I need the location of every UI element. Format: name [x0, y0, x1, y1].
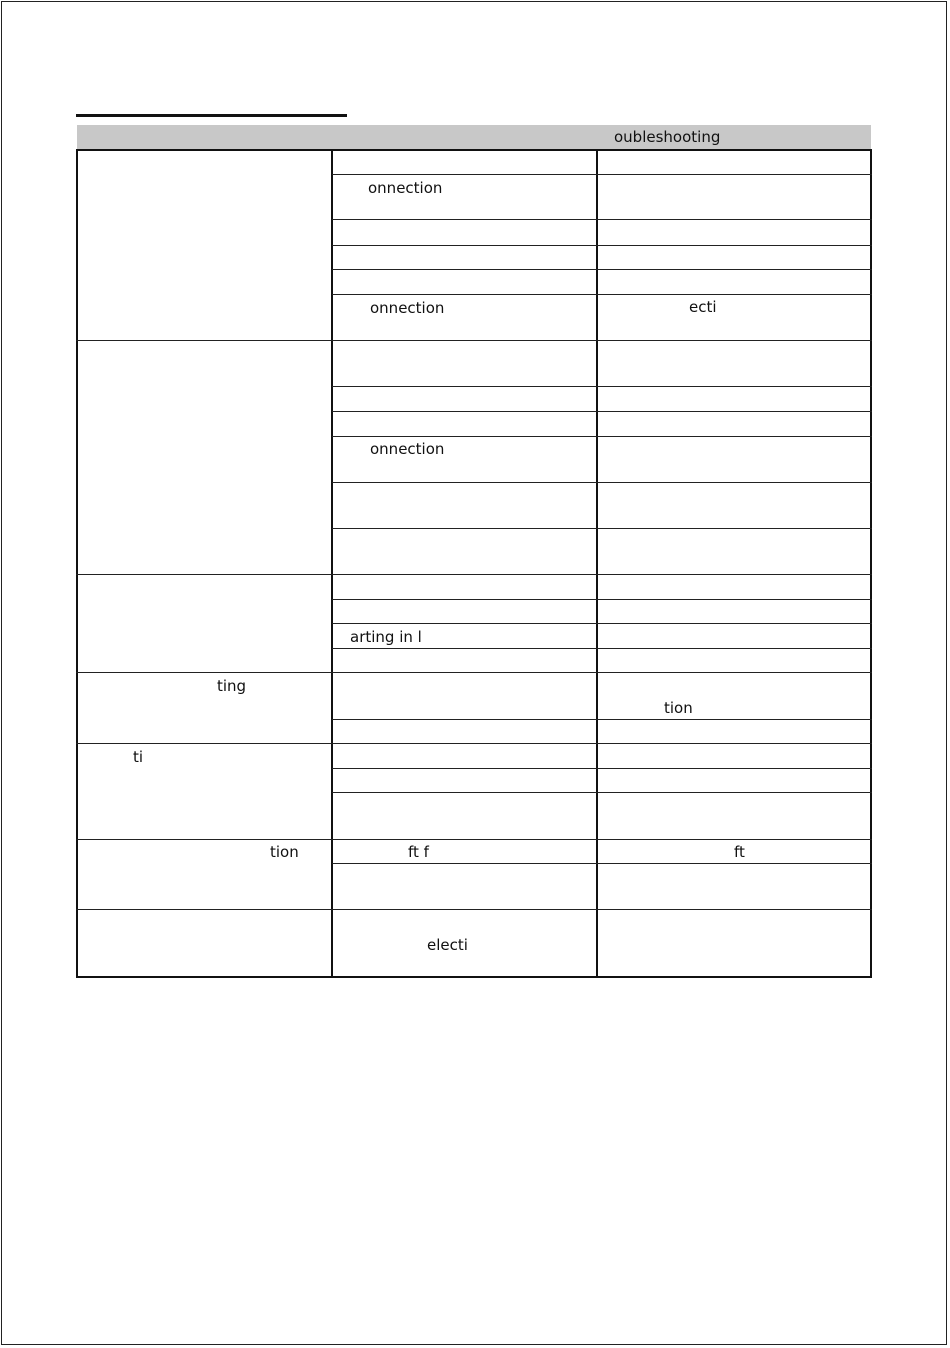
- title-underline: [76, 114, 347, 117]
- cause-starting: arting in l: [350, 628, 422, 646]
- cause-ft: ft f: [408, 843, 429, 861]
- group-divider: [76, 839, 872, 840]
- row-divider: [332, 792, 872, 793]
- row-divider: [332, 436, 872, 437]
- group-divider: [76, 909, 872, 910]
- row-divider: [332, 245, 872, 246]
- troubleshooting-table: [76, 149, 872, 978]
- solution-tion: tion: [664, 699, 693, 717]
- solution-selection: ecti: [689, 298, 717, 316]
- cause-connection-3: onnection: [370, 440, 445, 458]
- row-divider: [332, 411, 872, 412]
- row-divider: [332, 768, 872, 769]
- solution-ft: ft: [734, 843, 745, 861]
- row-divider: [332, 294, 872, 295]
- column-divider-2: [596, 149, 598, 978]
- row-divider: [332, 719, 872, 720]
- row-divider: [332, 863, 872, 864]
- row-divider: [332, 386, 872, 387]
- row-divider: [332, 648, 872, 649]
- row-divider: [332, 623, 872, 624]
- group-divider: [76, 574, 872, 575]
- group-divider: [76, 340, 872, 341]
- row-divider: [332, 219, 872, 220]
- group4-label: ting: [217, 677, 247, 695]
- group-divider: [76, 743, 872, 744]
- row-divider: [332, 269, 872, 270]
- column-divider-1: [331, 149, 333, 978]
- table-header-title: oubleshooting: [614, 128, 721, 146]
- group-divider: [76, 672, 872, 673]
- group6-label: tion: [270, 843, 299, 861]
- row-divider: [332, 174, 872, 175]
- row-divider: [332, 528, 872, 529]
- cause-connection-1: onnection: [368, 179, 443, 197]
- row-divider: [332, 599, 872, 600]
- row-divider: [332, 482, 872, 483]
- group5-label: ti: [133, 748, 144, 766]
- table-header-band: [77, 125, 871, 149]
- cause-connection-2: onnection: [370, 299, 445, 317]
- cause-selection: electi: [427, 936, 468, 954]
